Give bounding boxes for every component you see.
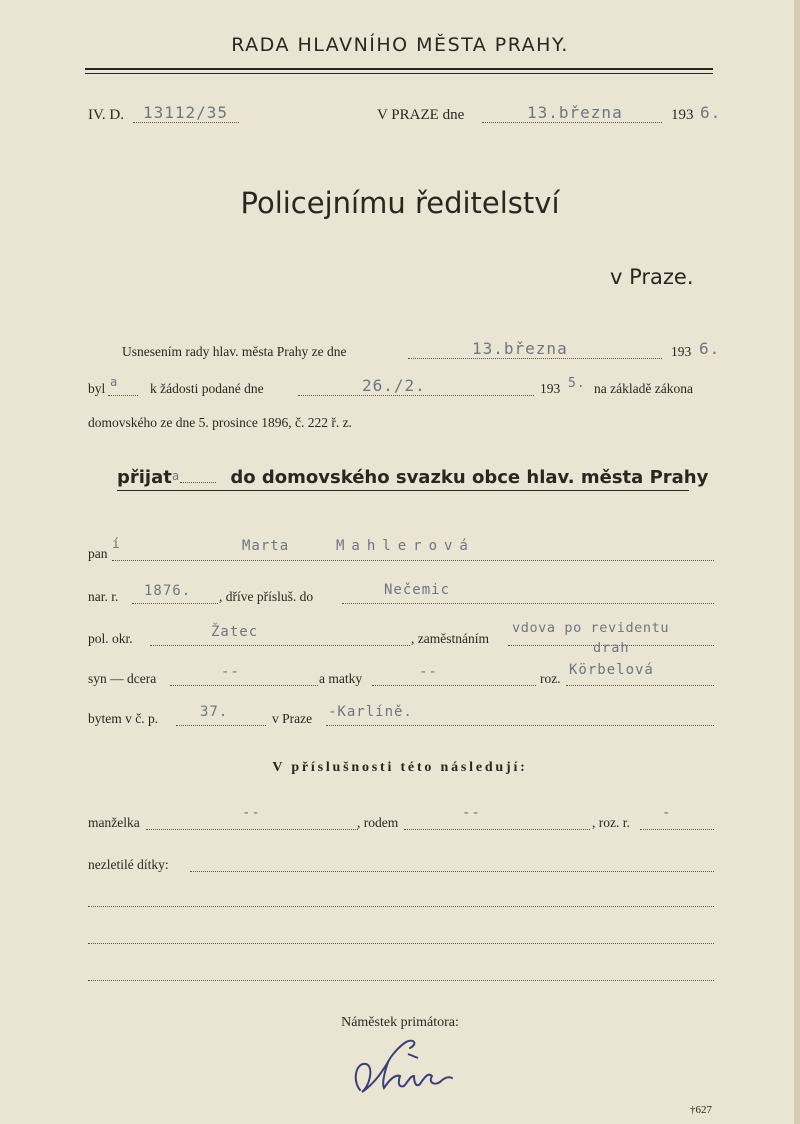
addressee-line2: v Praze. bbox=[610, 265, 694, 289]
paper-edge bbox=[794, 0, 800, 1124]
admission-suffix: a bbox=[171, 469, 181, 483]
mother-label: a matky bbox=[319, 671, 363, 686]
mother-value: -- bbox=[419, 664, 438, 680]
children-dots-2 bbox=[88, 906, 714, 907]
district-name: -Karlíně. bbox=[328, 704, 413, 720]
resolution-year-suffix: 6. bbox=[699, 339, 721, 358]
mother-dots bbox=[372, 685, 536, 686]
wife-born-dots bbox=[640, 829, 714, 830]
district: Žatec bbox=[211, 624, 259, 640]
byl-label: byl bbox=[88, 381, 106, 396]
child-value: -- bbox=[221, 664, 240, 680]
child-dots bbox=[170, 685, 318, 686]
house-dots bbox=[176, 725, 266, 726]
residence-label: bytem v č. p. bbox=[88, 711, 159, 726]
children-dots-4 bbox=[88, 980, 714, 981]
maiden-dots bbox=[566, 685, 714, 686]
child-label: syn — dcera bbox=[88, 671, 157, 686]
former-dots bbox=[342, 603, 714, 604]
resolution-date-dots bbox=[408, 358, 662, 359]
place-label: V PRAZE dne bbox=[377, 107, 465, 123]
children-dots-3 bbox=[88, 943, 714, 944]
wife-label: manželka bbox=[88, 815, 140, 830]
maiden-value: Körbelová bbox=[569, 662, 654, 678]
admission-heading bbox=[117, 467, 708, 488]
wife-maiden-dots bbox=[404, 829, 590, 830]
occupation-2: drah bbox=[593, 640, 630, 656]
wife-value: -- bbox=[242, 805, 261, 821]
admission-underline bbox=[117, 490, 689, 491]
maiden-label: roz. bbox=[540, 671, 561, 686]
born-label: nar. r. bbox=[88, 589, 119, 604]
handwritten-signature bbox=[348, 1032, 458, 1102]
wife-maiden-label: , rodem bbox=[357, 815, 399, 830]
request-date: 26./2. bbox=[362, 376, 426, 395]
district-label: pol. okr. bbox=[88, 631, 133, 646]
former-place: Nečemic bbox=[384, 582, 451, 598]
admission-dots bbox=[180, 482, 216, 483]
first-name: Marta bbox=[242, 538, 290, 554]
reference-year-prefix: 193 bbox=[671, 107, 694, 123]
occupation-label: , zaměstnáním bbox=[411, 631, 489, 646]
pan-suffix: í bbox=[112, 537, 121, 552]
resolution-year-prefix: 193 bbox=[671, 344, 692, 359]
house-number: 37. bbox=[200, 704, 229, 720]
authority-header: RADA HLAVNÍHO MĚSTA PRAHY. bbox=[231, 34, 569, 56]
footer-code: †627 bbox=[690, 1104, 712, 1116]
children-label: nezletilé dítky: bbox=[88, 857, 169, 872]
reference-number: 13112/35 bbox=[143, 103, 229, 122]
reference-date-dots bbox=[482, 122, 662, 123]
born-dots bbox=[132, 603, 218, 604]
wife-dots bbox=[146, 829, 358, 830]
admission-word: přijat bbox=[117, 467, 172, 488]
pan-label: pan bbox=[88, 546, 108, 561]
reference-year-suffix: 6. bbox=[700, 103, 722, 122]
request-date-dots bbox=[298, 395, 534, 396]
addressee-line1: Policejnímu ředitelství bbox=[240, 186, 560, 220]
request-label: k žádosti podané dne bbox=[150, 381, 264, 396]
children-dots-1 bbox=[190, 871, 714, 872]
district-name-dots bbox=[326, 725, 714, 726]
name-dots bbox=[112, 560, 714, 561]
reference-date: 13.března bbox=[527, 103, 623, 122]
byl-suffix: a bbox=[110, 375, 119, 389]
wife-born-label: , roz. r. bbox=[592, 815, 630, 830]
district-dots bbox=[150, 645, 410, 646]
request-year-suffix: 5. bbox=[568, 376, 586, 391]
byl-dots bbox=[108, 395, 138, 396]
resolution-date: 13.března bbox=[472, 339, 568, 358]
header-rule-bottom bbox=[85, 73, 713, 74]
resolution-text: Usnesením rady hlav. města Prahy ze dne bbox=[122, 344, 347, 359]
reference-prefix: IV. D. bbox=[88, 107, 124, 123]
law-text: na základě zákona bbox=[594, 381, 693, 396]
law-text-2: domovského ze dne 5. prosince 1896, č. 222 ř. z. bbox=[88, 415, 352, 430]
reference-dots bbox=[133, 122, 239, 123]
header-rule-top bbox=[85, 68, 713, 70]
wife-maiden-value: -- bbox=[462, 805, 481, 821]
surname: Mahlerová bbox=[336, 538, 475, 554]
city-label: v Praze bbox=[272, 711, 313, 726]
born-year: 1876. bbox=[144, 583, 192, 599]
occupation: vdova po revidentu bbox=[512, 620, 670, 636]
admission-rest: do domovského svazku obce hlav. města Prahy bbox=[230, 467, 709, 488]
former-label: , dříve přísluš. do bbox=[219, 589, 314, 604]
signatory-title: Náměstek primátora: bbox=[341, 1015, 459, 1030]
request-year-prefix: 193 bbox=[540, 381, 561, 396]
wife-born-value: - bbox=[662, 805, 672, 821]
family-heading: V příslušnosti této následují: bbox=[272, 760, 528, 775]
